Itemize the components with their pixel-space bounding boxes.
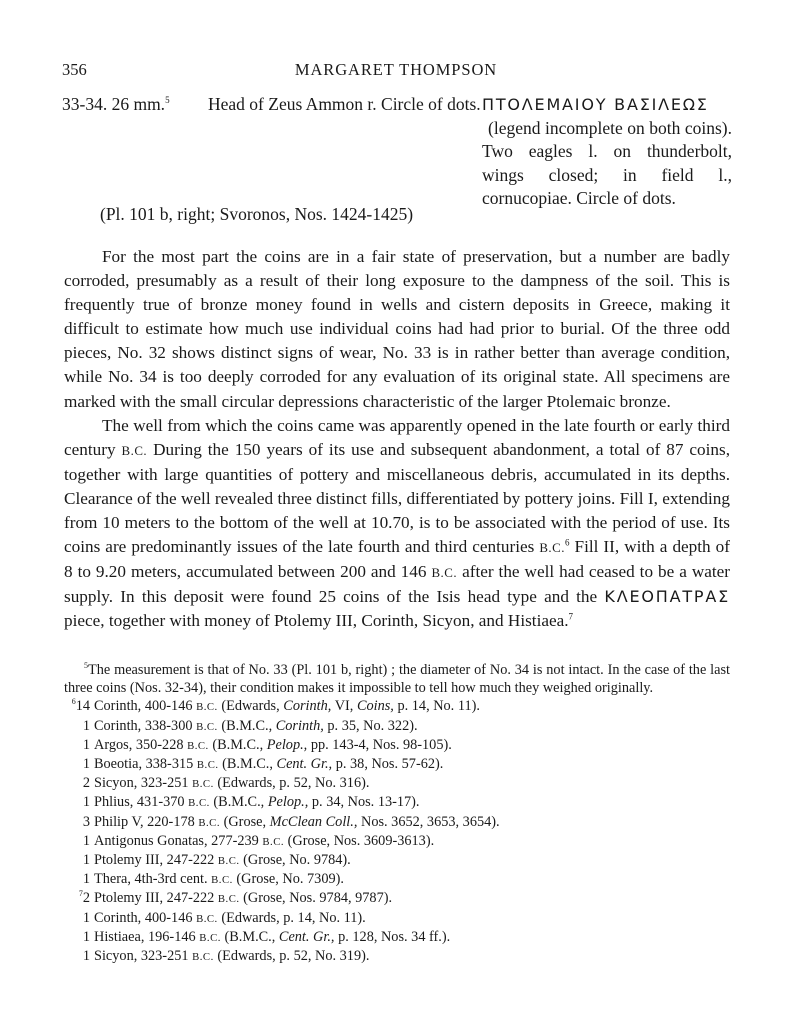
reference-count xyxy=(64,870,94,888)
reference-count xyxy=(64,774,94,792)
reference-count xyxy=(64,947,94,965)
entry-obverse: Head of Zeus Ammon r. Circle of dots. xyxy=(208,94,481,114)
reference-place: Philip V, 220-178 xyxy=(94,813,195,830)
reference-number: 1 xyxy=(82,832,90,849)
reference-source: (B.M.C., xyxy=(224,928,276,945)
reference-count xyxy=(64,736,94,754)
reference-number: 1 xyxy=(82,717,90,734)
greek-legend: ΚΛΕΟΠΑΤΡΑΣ xyxy=(604,587,731,607)
reference-source: (B.M.C., xyxy=(221,717,273,734)
era: B.C. xyxy=(217,893,240,906)
reference-place: Corinth, 338-300 xyxy=(94,717,193,734)
reference-title: Pelop., xyxy=(266,736,308,753)
reference-number: 14 xyxy=(75,698,90,715)
era: B.C. xyxy=(217,855,240,868)
era: B.C. xyxy=(196,701,218,714)
reference-count xyxy=(64,928,94,946)
reference-number: 1 xyxy=(82,928,90,945)
reference-count xyxy=(64,909,94,927)
reference-place: Corinth, 400-146 xyxy=(94,698,193,715)
footnote-mark: 7 xyxy=(78,889,83,899)
reference-source: (Grose, Nos. 3609-3613). xyxy=(287,832,435,849)
footnote-ref: 7 xyxy=(568,611,574,622)
reference-count xyxy=(64,851,94,869)
reference-title: Corinth, xyxy=(275,717,324,734)
page-number: 356 xyxy=(62,60,87,79)
reference-count xyxy=(64,889,94,907)
paragraph-1: For the most part the coins are in a fair state of preservation, but a number are badly corroded, presumably as a result of their long exposure to the dampness of the soil. This is frequently true of bronze money found in wells and cistern deposits in Greece, making it difficult to estimate how much use individual coins had had prior to burial. Of the three odd pieces, No. 32 shows distinct signs of wear, No. 33 is in rather better than average condition, while No. 34 is too deeply corroded for any evaluation of its original state. All specimens are marked with the small circular depressions characteristic of the larger Ptolemaic bronze. xyxy=(64,247,730,411)
reference-source: (Grose, xyxy=(223,813,267,830)
reference-place: Antigonus Gonatas, 277-239 xyxy=(94,832,259,849)
reference-place: Corinth, 400-146 xyxy=(94,909,193,926)
reference-source: (B.M.C., xyxy=(212,736,264,753)
era: B.C. xyxy=(192,951,214,964)
reference-detail: p. 128, Nos. 34 ff.). xyxy=(338,928,451,945)
reference-source: (Edwards, p. 52, No. 316). xyxy=(217,775,370,792)
page-header xyxy=(62,60,730,82)
reference-source: (Grose, No. 9784). xyxy=(243,852,351,869)
reference-line xyxy=(64,755,730,774)
reference-line xyxy=(64,909,730,928)
reference-source: (Edwards, p. 52, No. 319). xyxy=(217,948,370,965)
reference-number: 1 xyxy=(82,909,90,926)
era: B.C. xyxy=(187,739,209,752)
footnote-6 xyxy=(64,697,730,889)
reference-count xyxy=(64,717,94,735)
reference-line xyxy=(64,832,730,851)
reference-line xyxy=(64,793,730,812)
reference-source: (Edwards, p. 14, No. 11). xyxy=(221,909,366,926)
reference-count xyxy=(64,755,94,773)
body-text xyxy=(64,245,730,634)
reference-title: McClean Coll., xyxy=(269,813,358,830)
reference-number: 1 xyxy=(82,736,90,753)
reference-line xyxy=(64,870,730,889)
era: B.C. xyxy=(199,931,221,944)
era: B.C. xyxy=(262,835,285,848)
reference-detail: p. 14, No. 11). xyxy=(397,698,480,715)
reference-number: 1 xyxy=(82,794,90,811)
entry-reference: (Pl. 101 b, right; Svoronos, Nos. 1424-1425) xyxy=(100,204,414,224)
reference-place: Phlius, 431-370 xyxy=(94,794,185,811)
paragraph-2: The well from which the coins came was apparently opened in the late fourth or early third century B.C. During the 150 years of its use and subsequent abandonment, a total of 87 coins, together with large quantities of pottery and miscellaneous debris, accumulated in its depths. Clearance of the well revealed three distinct fills, differentiated by pottery joins. Fill I, extending from 10 meters to the bottom of the well at 10.70, is to be associated with the period of use. Its coins are predominantly issues of the late fourth and third centuries B.C.$^6$ Fill II, with a depth of 8 to 9.20 meters, accumulated between 200 and 146 B.C. after the well had ceased to be a water supply. In this deposit were found 25 coins of the Isis head type and the ΚΛΕΟΠΑΤΡΑΣ piece, together with money of Ptolemy III, Corinth, Sicyon, and Histiaea.$^7$ xyxy=(64,415,731,631)
reverse-text: (legend incomplete on both coins). Two eagles l. on thunderbolt, wings closed; in field l., cornucopiae. Circle of dots. xyxy=(482,117,732,208)
footnote-ref: 6 xyxy=(564,537,570,548)
reference-title: Pelop., xyxy=(267,794,309,811)
reference-line xyxy=(64,889,730,908)
footnote-7 xyxy=(64,889,730,966)
reference-number: 2 xyxy=(82,775,90,792)
reference-count xyxy=(64,813,94,831)
reference-source: (Edwards, xyxy=(221,698,280,715)
reference-title: Corinth, xyxy=(283,698,332,715)
entry-reverse xyxy=(482,93,732,211)
footnote-5: $^5$The measurement is that of No. 33 (Pl. 101 b, right) ; the diameter of No. 34 is not intact. In the case of the last three coins (Nos. 32-34), their condition makes it impossible to tell how much they weighed originally. xyxy=(64,661,730,697)
reference-number: 1 xyxy=(82,948,90,965)
footnotes xyxy=(64,661,730,966)
reference-source: (Grose, Nos. 9784, 9787). xyxy=(243,890,393,907)
entry-id: 33-34. 26 mm.$^5$ xyxy=(62,94,170,114)
reference-place: Thera, 4th-3rd cent. xyxy=(94,871,208,888)
reference-detail: p. 34, Nos. 13-17). xyxy=(311,794,420,811)
reference-number: 1 xyxy=(82,852,90,869)
footnote-ref: 5 xyxy=(165,95,170,106)
reference-line xyxy=(64,851,730,870)
reference-title: Cent. Gr., xyxy=(278,928,335,945)
era: B.C. xyxy=(192,778,214,791)
reference-number: 3 xyxy=(82,813,90,830)
reference-line xyxy=(64,697,730,716)
reference-number: 2 xyxy=(82,890,90,907)
reference-number: 1 xyxy=(82,871,90,888)
reference-line xyxy=(64,717,730,736)
reference-place: Sicyon, 323-251 xyxy=(94,775,189,792)
reference-detail: Nos. 3652, 3653, 3654). xyxy=(361,813,500,830)
running-head: MARGARET THOMPSON xyxy=(294,60,498,79)
reference-place: Boeotia, 338-315 xyxy=(94,756,194,773)
reference-count xyxy=(64,793,94,811)
footnote-mark: 6 xyxy=(71,697,76,707)
reference-place: Ptolemy III, 247-222 xyxy=(94,852,215,869)
reference-detail: p. 38, Nos. 57-62). xyxy=(335,756,444,773)
reference-line xyxy=(64,774,730,793)
reference-source: (B.M.C., xyxy=(213,794,265,811)
reference-source: (Grose, No. 7309). xyxy=(236,871,344,888)
reference-line xyxy=(64,736,730,755)
era: B.C. xyxy=(196,759,219,772)
era: B.C. xyxy=(198,816,221,829)
reference-place: Argos, 350-228 xyxy=(94,736,184,753)
era: B.C. xyxy=(211,874,233,887)
reference-place: Sicyon, 323-251 xyxy=(94,948,189,965)
era: B.C. xyxy=(188,797,210,810)
reference-detail: p. 35, No. 322). xyxy=(327,717,418,734)
reference-count xyxy=(64,697,94,715)
reverse-legend: ΠΤΟΛΕΜΑΙΟΥ ΒΑΣΙΛΕΩΣ xyxy=(482,95,709,114)
era: B.C. xyxy=(196,720,218,733)
reference-count xyxy=(64,832,94,850)
reference-detail: pp. 143-4, Nos. 98-105). xyxy=(310,736,452,753)
reference-source: (B.M.C., xyxy=(222,756,273,773)
reference-line xyxy=(64,947,730,966)
reference-title: Cent. Gr., xyxy=(276,756,333,773)
reference-number: 1 xyxy=(82,756,90,773)
reference-detail: VI, xyxy=(334,698,354,715)
reference-line xyxy=(64,813,730,832)
era: B.C. xyxy=(196,912,218,925)
reference-place: Histiaea, 196-146 xyxy=(94,928,196,945)
reference-line xyxy=(64,928,730,947)
reference-title: Coins, xyxy=(356,698,394,715)
reference-place: Ptolemy III, 247-222 xyxy=(94,890,215,907)
